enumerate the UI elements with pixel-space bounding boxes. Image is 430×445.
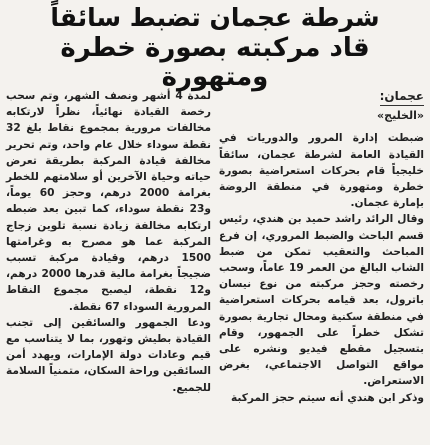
right-column xyxy=(219,88,424,445)
dateline-source: «الخليج» xyxy=(377,109,424,123)
dateline xyxy=(219,88,424,106)
article-body xyxy=(6,88,424,445)
paragraph: لمدة 4 أشهر ونصف الشهر، وتم سحب رخصة القيادة نهائياً، نظراً لارتكابه مخالفات مرورية بمجموع نقاط بلغ 32 نقطة سوداء خلال عام واحد، وتم تحرير مخالفة قيادة المركبة بطريقة تعرض حياته وحياة الآخرين أو سلامتهم للخطر بغرامة 2000 درهم، وحجز 60 يوماً، و23 نقطة سوداء، كما تبين بعد ضبطه ارتكابه مخالفة زيادة نسبة تلوين زجاج المركبة عما هو مصرح به وغرامتها 1500 درهم، وقيادة مركبة تسبب ضجيجاً بغرامة مالية قدرها 2000 درهم، و12 نقطة، ليصبح مجموع النقاط المرورية السوداء 67 نقطة. xyxy=(6,90,211,313)
left-column xyxy=(6,88,211,445)
dateline-place: عجمان: xyxy=(380,88,424,106)
paragraph: وذكر ابن هندي أنه سيتم حجز المركبة xyxy=(230,391,424,404)
headline-line-1: شرطة عجمان تضبط سائقاً xyxy=(50,3,380,32)
paragraph: ودعا الجمهور والسائقين إلى تجنب القيادة بطيش وتهور، بما لا يتناسب مع قيم وعادات دولة الإمارات، ويهدد أمن السائقين وراحة السكان، متمنياً السلامة للجميع. xyxy=(6,316,211,394)
paragraph: ضبطت إدارة المرور والدوريات في القيادة العامة لشرطة عجمان، سائقاً خليجياً قام بحركات استعراضية بصورة خطرة ومتهورة في منطقة الروضة بإمارة عجمان. xyxy=(219,132,424,210)
paragraph: وقال الرائد راشد حميد بن هندي، رئيس قسم الباحث والضبط المروري، إن فرع المباحث والتعقيب تمكن من ضبط الشاب البالغ من العمر 19 عاماً، وسحب رخصته وحجز مركبته من نوع نيسان باترول، بعد قيامه بحركات استعراضية في منطقة سكنية ومحال تجارية بصورة تشكل خطراً على الجمهور، وقام بتسجيل مقطع فيديو ونشره على مواقع التواصل الاجتماعي، بغرض الاستعراض. xyxy=(219,213,424,388)
headline-line-2: قاد مركبته بصورة خطرة ومتهورة xyxy=(60,33,370,93)
